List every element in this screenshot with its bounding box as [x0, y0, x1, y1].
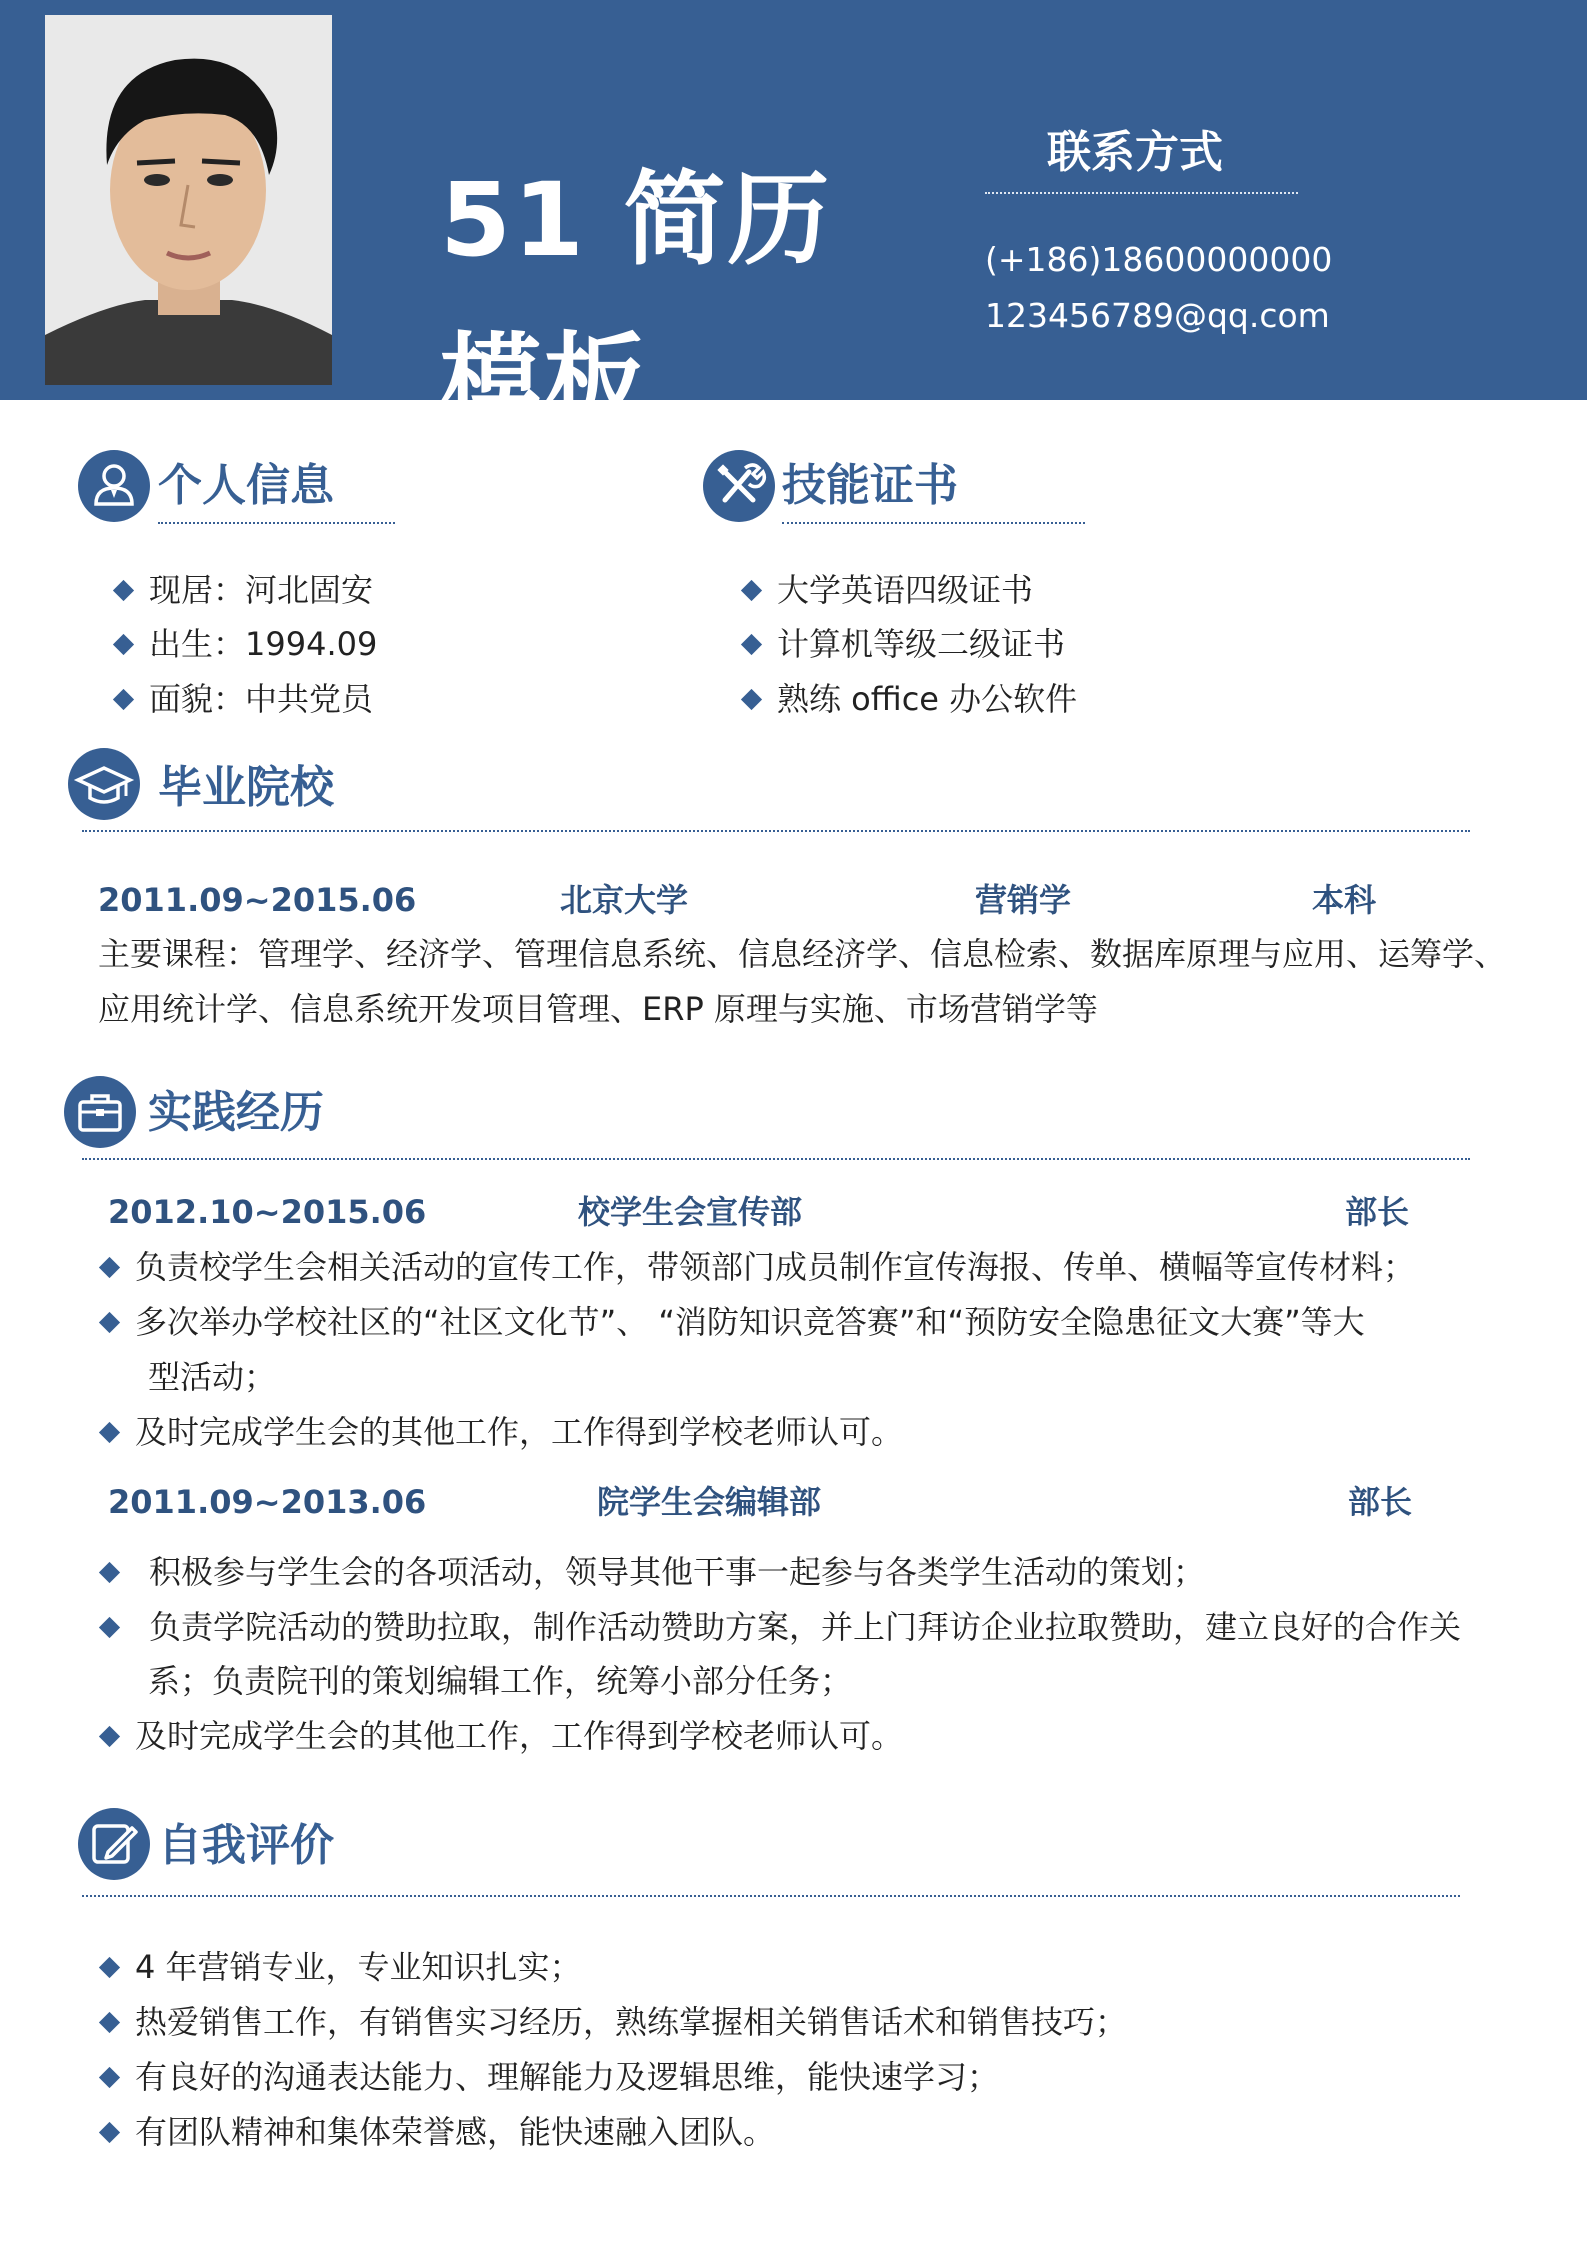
- education-courses-line1: 主要课程：管理学、经济学、管理信息系统、信息经济学、信息检索、数据库原理与应用、运筹学、: [98, 935, 1507, 973]
- list-item: 现居：河北固安: [110, 568, 373, 612]
- experience-section-title: 实践经历: [148, 1087, 324, 1138]
- list-item: 及时完成学生会的其他工作，工作得到学校老师认可。: [96, 1714, 903, 1758]
- list-item: 大学英语四级证书: [738, 568, 1033, 612]
- diamond-bullet-icon: [113, 579, 134, 600]
- job-role: 部长: [1348, 1483, 1413, 1521]
- graduation-cap-icon: [68, 748, 140, 820]
- job-org: 院学生会编辑部: [597, 1483, 822, 1521]
- list-item-continuation: 型活动；: [148, 1358, 277, 1396]
- diamond-bullet-icon: [99, 1561, 120, 1582]
- contact-divider: [985, 192, 1298, 194]
- list-item: 负责校学生会相关活动的宣传工作，带领部门成员制作宣传海报、传单、横幅等宣传材料；: [96, 1245, 1415, 1289]
- list-item: 有团队精神和集体荣誉感，能快速融入团队。: [96, 2110, 775, 2154]
- job-org: 校学生会宣传部: [578, 1193, 803, 1231]
- profile-photo: [45, 15, 332, 385]
- diamond-bullet-icon: [99, 1956, 120, 1977]
- job-role: 部长: [1345, 1193, 1410, 1231]
- education-courses-line2: 应用统计学、信息系统开发项目管理、ERP 原理与实施、市场营销学等: [98, 990, 1098, 1028]
- list-item: 熟练 office 办公软件: [738, 677, 1077, 721]
- diamond-bullet-icon: [113, 633, 134, 654]
- contact-phone: (+186)18600000000: [985, 240, 1333, 279]
- diamond-bullet-icon: [99, 2121, 120, 2142]
- experience-divider: [82, 1158, 1470, 1160]
- list-item: 计算机等级二级证书: [738, 622, 1065, 666]
- experience-section-icon: [64, 1076, 136, 1148]
- personal-section-title: 个人信息: [158, 460, 334, 511]
- diamond-bullet-icon: [741, 633, 762, 654]
- education-divider: [82, 830, 1470, 832]
- diamond-bullet-icon: [741, 579, 762, 600]
- list-item: 出生：1994.09: [110, 622, 377, 666]
- diamond-bullet-icon: [99, 1256, 120, 1277]
- self-eval-section-icon: [78, 1808, 150, 1880]
- briefcase-icon: [64, 1076, 136, 1148]
- resume-name-clip: [440, 140, 910, 442]
- person-icon: [78, 450, 150, 522]
- list-item: 有良好的沟通表达能力、理解能力及逻辑思维，能快速学习；: [96, 2055, 999, 2099]
- list-item: 面貌：中共党员: [110, 677, 373, 721]
- diamond-bullet-icon: [99, 1616, 120, 1637]
- diamond-bullet-icon: [741, 688, 762, 709]
- diamond-bullet-icon: [99, 1311, 120, 1332]
- list-item-continuation: 系；负责院刊的策划编辑工作，统筹小部分任务；: [148, 1662, 853, 1700]
- education-degree: 本科: [1312, 881, 1377, 919]
- diamond-bullet-icon: [99, 1725, 120, 1746]
- list-item: 多次举办学校社区的“社区文化节”、 “消防知识竞答赛”和“预防安全隐患征文大赛”等大: [96, 1300, 1365, 1344]
- skills-divider: [782, 522, 1085, 524]
- list-item: 积极参与学生会的各项活动，领导其他干事一起参与各类学生活动的策划；: [96, 1550, 1205, 1594]
- resume-name: 51 简历模板: [440, 161, 832, 442]
- self-eval-section-title: 自我评价: [158, 1820, 334, 1871]
- self-eval-divider: [82, 1895, 1460, 1897]
- list-item: 负责学院活动的赞助拉取，制作活动赞助方案，并上门拜访企业拉取赞助，建立良好的合作关: [96, 1605, 1461, 1649]
- personal-divider: [158, 522, 395, 524]
- diamond-bullet-icon: [113, 688, 134, 709]
- education-period: 2011.09~2015.06: [98, 881, 417, 919]
- pencil-edit-icon: [78, 1808, 150, 1880]
- education-major: 营销学: [975, 881, 1072, 919]
- job-period: 2012.10~2015.06: [108, 1193, 427, 1231]
- diamond-bullet-icon: [99, 2011, 120, 2032]
- education-school: 北京大学: [560, 881, 689, 919]
- skills-section-title: 技能证书: [782, 460, 958, 511]
- contact-title: 联系方式: [1047, 127, 1223, 178]
- education-section-icon: [68, 748, 140, 820]
- list-item: 及时完成学生会的其他工作，工作得到学校老师认可。: [96, 1410, 903, 1454]
- education-section-title: 毕业院校: [158, 762, 334, 813]
- job-period: 2011.09~2013.06: [108, 1483, 427, 1521]
- list-item: 4 年营销专业，专业知识扎实；: [96, 1945, 582, 1989]
- personal-section-icon: [78, 450, 150, 522]
- skills-section-icon: [703, 450, 775, 522]
- list-item: 热爱销售工作，有销售实习经历，熟练掌握相关销售话术和销售技巧；: [96, 2000, 1127, 2044]
- diamond-bullet-icon: [99, 2066, 120, 2087]
- diamond-bullet-icon: [99, 1421, 120, 1442]
- contact-email: 123456789@qq.com: [985, 296, 1330, 335]
- tools-icon: [703, 450, 775, 522]
